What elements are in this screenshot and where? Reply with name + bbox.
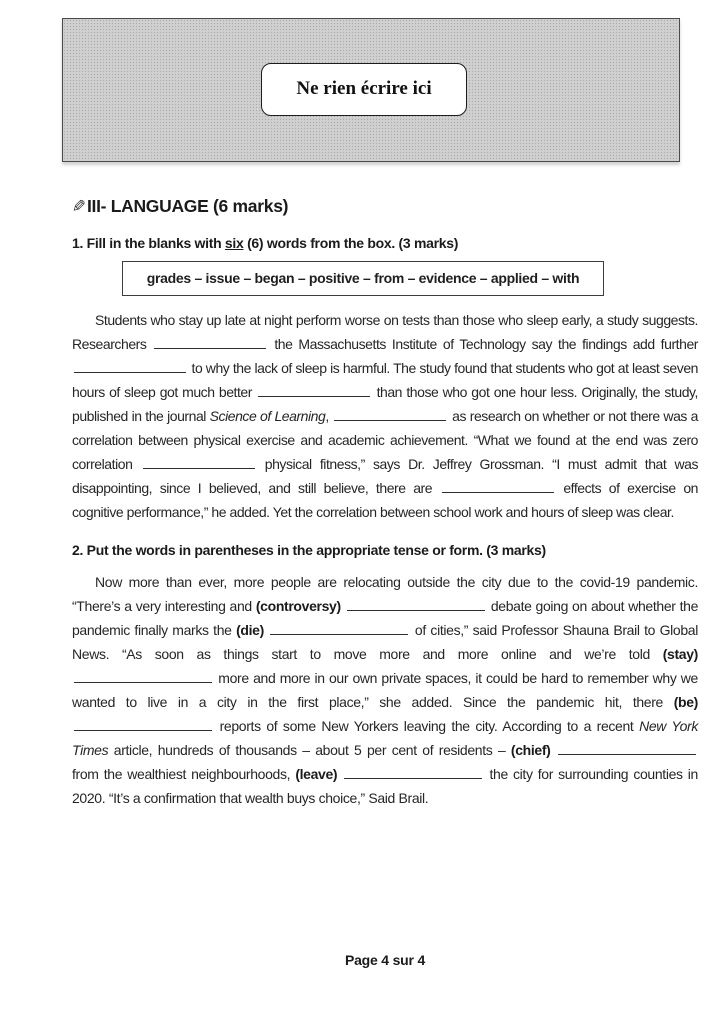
text-segment: Now more than ever, more people are relocating outside the city due to the covid-19 pandemic. “There’s a very interesting and <box>72 574 698 614</box>
section-title-text: III- LANGUAGE (6 marks) <box>86 196 289 216</box>
text-segment <box>341 598 345 614</box>
text-segment: effects of exercise on cognitive performance,” he added. Yet the correlation between school work and hours of sleep was clear. <box>72 480 698 520</box>
text-segment: 1. Fill in the blanks with <box>72 235 225 251</box>
text-segment <box>264 622 269 638</box>
text-segment: (6) words from the box. (3 marks) <box>243 235 459 251</box>
fill-in-blank <box>74 670 212 683</box>
text-segment: more and more in our own private spaces, it could be hard to remember why we wanted to live in a city in the first place,” she added. Since the pandemic hit, there <box>72 670 698 710</box>
text-segment: (leave) <box>295 766 338 782</box>
text-segment: (chief) <box>510 742 551 758</box>
fill-in-blank <box>154 336 266 349</box>
text-segment <box>337 766 342 782</box>
page-number: Page 4 sur 4 <box>344 952 426 968</box>
text-segment: , <box>325 408 333 424</box>
text-segment: as research on whether or not there was a correlation between physical exercise and academic achievement. “What we found at the end was zero correlation <box>72 408 698 472</box>
fill-in-blank <box>334 408 446 421</box>
text-segment: Science of Learning <box>209 408 326 424</box>
text-segment: (stay) <box>662 646 698 662</box>
text-segment: Students who stay up late at night perform worse on tests than those who sleep early, a study suggests. Researchers <box>72 312 698 352</box>
fill-in-blank <box>442 480 554 493</box>
text-segment: than those who got one hour less. Originally, the study, published in the journal <box>72 384 698 424</box>
fill-in-blank <box>270 622 408 635</box>
text-segment: of cities,” said Professor Shauna Brail to Global News. “As soon as things start to move more and more online and we’re told <box>72 622 698 662</box>
fill-in-blank <box>74 718 212 731</box>
section-title <box>72 196 698 217</box>
text-segment: (controversy) <box>255 598 341 614</box>
do-not-write-banner <box>62 18 680 162</box>
fill-in-blank <box>558 742 696 755</box>
text-segment: (be) <box>673 694 698 710</box>
text-segment: (die) <box>236 622 264 638</box>
exercise1-paragraph-body <box>72 312 698 520</box>
text-segment: New York Times <box>72 718 698 758</box>
exercise2-heading: 2. Put the words in parentheses in the appropriate tense or form. (3 marks) <box>72 542 546 558</box>
fill-in-blank <box>347 598 485 611</box>
fill-in-blank <box>344 766 482 779</box>
text-segment: to why the lack of sleep is harmful. The study found that students who got at least seven hours of sleep got much better <box>72 360 698 400</box>
text-segment: physical fitness,” says Dr. Jeffrey Grossman. “I must admit that was disappointing, since I believed, and still believe, there are <box>72 456 698 496</box>
exercise2-paragraph <box>72 570 698 810</box>
text-segment: six <box>224 235 244 251</box>
text-segment: article, hundreds of thousands – about 5 per cent of residents – <box>108 742 511 758</box>
exercise1-paragraph <box>72 308 698 524</box>
fill-in-blank <box>74 360 186 373</box>
pencil-icon: ✎ <box>72 196 86 216</box>
exercise2-paragraph-body <box>72 574 698 806</box>
text-segment: from the wealthiest neighbourhoods, <box>72 766 296 782</box>
fill-in-blank <box>258 384 370 397</box>
exam-content <box>72 162 698 810</box>
exercise1-heading <box>72 235 698 251</box>
text-segment: debate going on about whether the pandemic finally marks the <box>72 598 699 638</box>
do-not-write-label-box: Ne rien écrire ici <box>261 63 467 116</box>
fill-in-blank <box>143 456 255 469</box>
word-bank-box: grades – issue – began – positive – from – evidence – applied – with <box>122 261 604 296</box>
text-segment: reports of some New Yorkers leaving the city. According to a recent <box>214 718 640 734</box>
text-segment: the city for surrounding counties in 2020. “It’s a confirmation that wealth buys choice,” Said Brail. <box>72 766 698 806</box>
text-segment: the Massachusetts Institute of Technology say the findings add further <box>268 336 698 352</box>
text-segment <box>550 742 556 758</box>
